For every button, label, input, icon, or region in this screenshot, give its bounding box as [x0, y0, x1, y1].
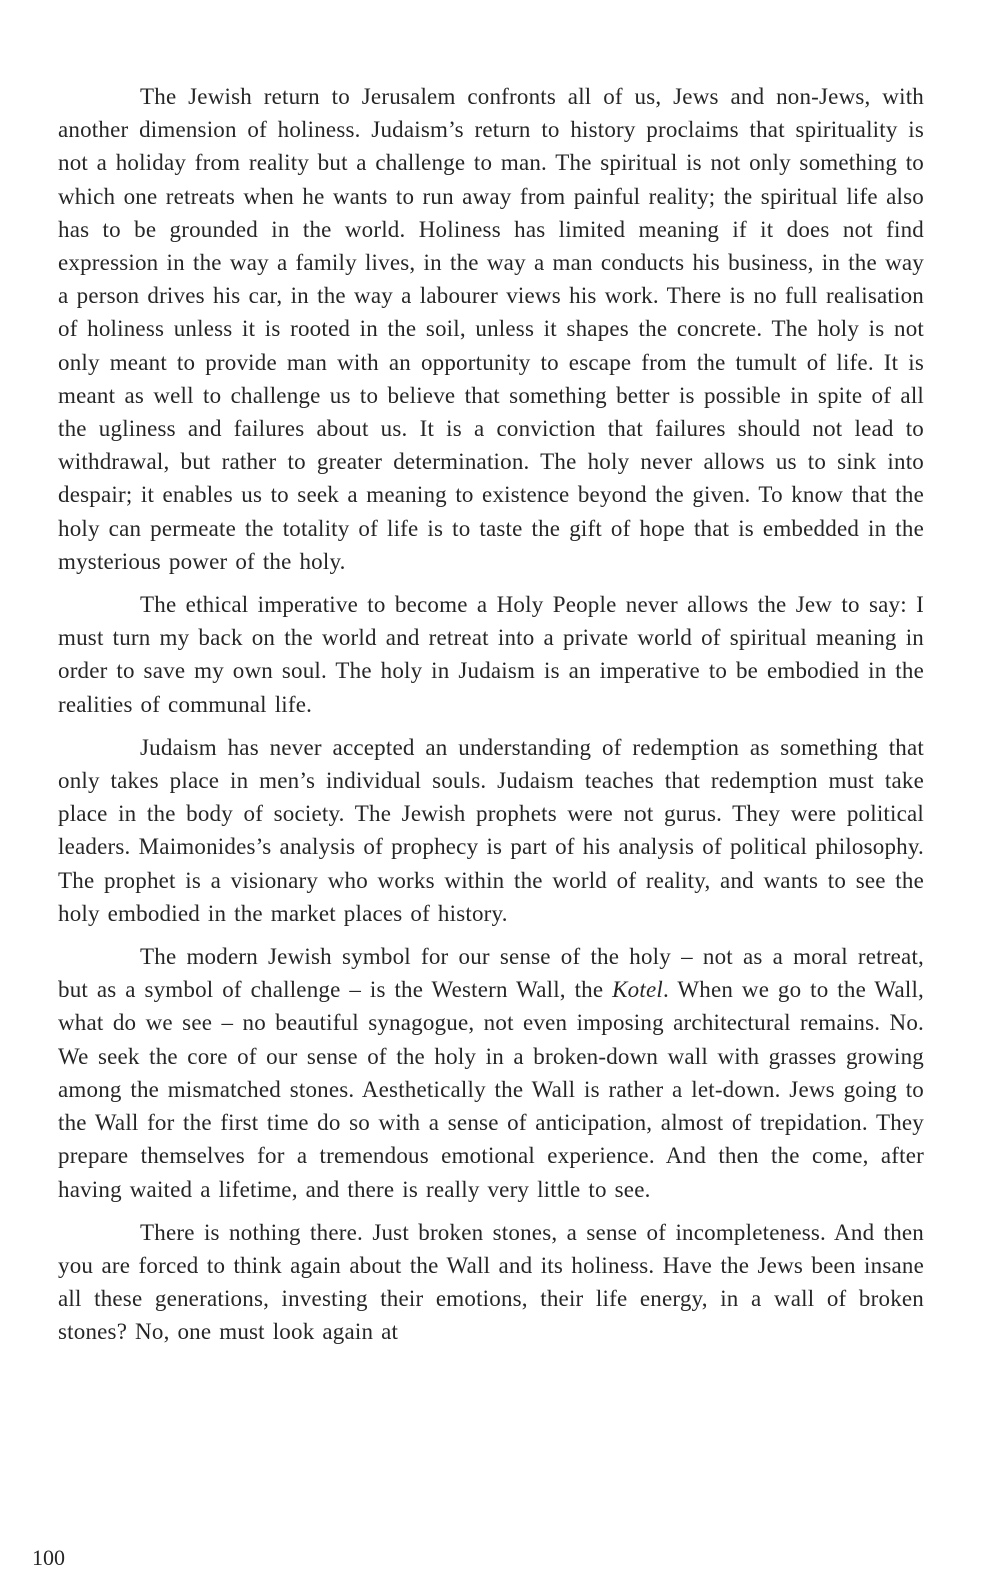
paragraph-western-wall	[58, 940, 924, 1206]
kotel-term: Kotel	[612, 977, 663, 1003]
page-body	[58, 80, 924, 1359]
paragraph-broken-stones: There is nothing there. Just broken stones, a sense of incompleteness. And then you are forced to think again about the Wall and its holiness. Have the Jews been insane all these generations, investing their emotions, their life energy, in a wall of broken stones? No, one must look again at	[58, 1219, 924, 1345]
paragraph-jerusalem-holiness: The Jewish return to Jerusalem confronts all of us, Jews and non-Jews, with another dimension of holiness. Judaism’s return to history proclaims that spirituality is not a holiday from reality but a challenge to man. The spiritual is not only something to which one retreats when he wants to run away from painful reality; the spiritual life also has to be grounded in the world. Holiness has limited meaning if it does not find expression in the way a family lives, in the way a man conducts his business, in the way a person drives his car, in the way a labourer views his work. There is no full realisation of holiness unless it is rooted in the soil, unless it shapes the concrete. The holy is not only meant to provide man with an opportunity to escape from the tumult of life. It is meant as well to challenge us to believe that something better is possible in spite of all the ugliness and failures about us. It is a conviction that failures should not lead to withdrawal, but rather to greater determination. The holy never allows us to sink into despair; it enables us to seek a meaning to existence beyond the given. To know that the holy can permeate the totality of life is to taste the gift of hope that is embedded in the mysterious power of the holy.	[58, 84, 924, 574]
paragraph-holy-people: The ethical imperative to become a Holy People never allows the Jew to say: I must turn my back on the world and retreat into a private world of spiritual meaning in order to save my own soul. The holy in Judaism is an imperative to be embodied in the realities of communal life.	[58, 592, 924, 717]
paragraph-western-wall-text-before: The modern Jewish symbol for our sense of the holy – not as a moral retreat, but as a symbol of challenge – is the Western Wall, the	[58, 944, 924, 1003]
page-number: 100	[32, 1545, 65, 1570]
paragraph-redemption: Judaism has never accepted an understanding of redemption as something that only takes place in men’s individual souls. Judaism teaches that redemption must take place in the body of society. The Jewish prophets were not gurus. They were political leaders. Maimonides’s analysis of prophecy is part of his analysis of political philosophy. The prophet is a visionary who works within the world of reality, and wants to see the holy embodied in the market places of history.	[58, 734, 924, 926]
paragraph-western-wall-text-after: . When we go to the Wall, what do we see – no beautiful synagogue, not even imposing architectural remains. No. We seek the core of our sense of the holy in a broken-down wall with grasses growing among the mismatched stones. Aesthetically the Wall is rather a let-down. Jews going to the Wall for the first time do so with a sense of anticipation, almost of trepidation. They prepare themselves for a tremendous emotional experience. And then the come, after having waited a lifetime, and there is really very little to see.	[58, 977, 924, 1202]
